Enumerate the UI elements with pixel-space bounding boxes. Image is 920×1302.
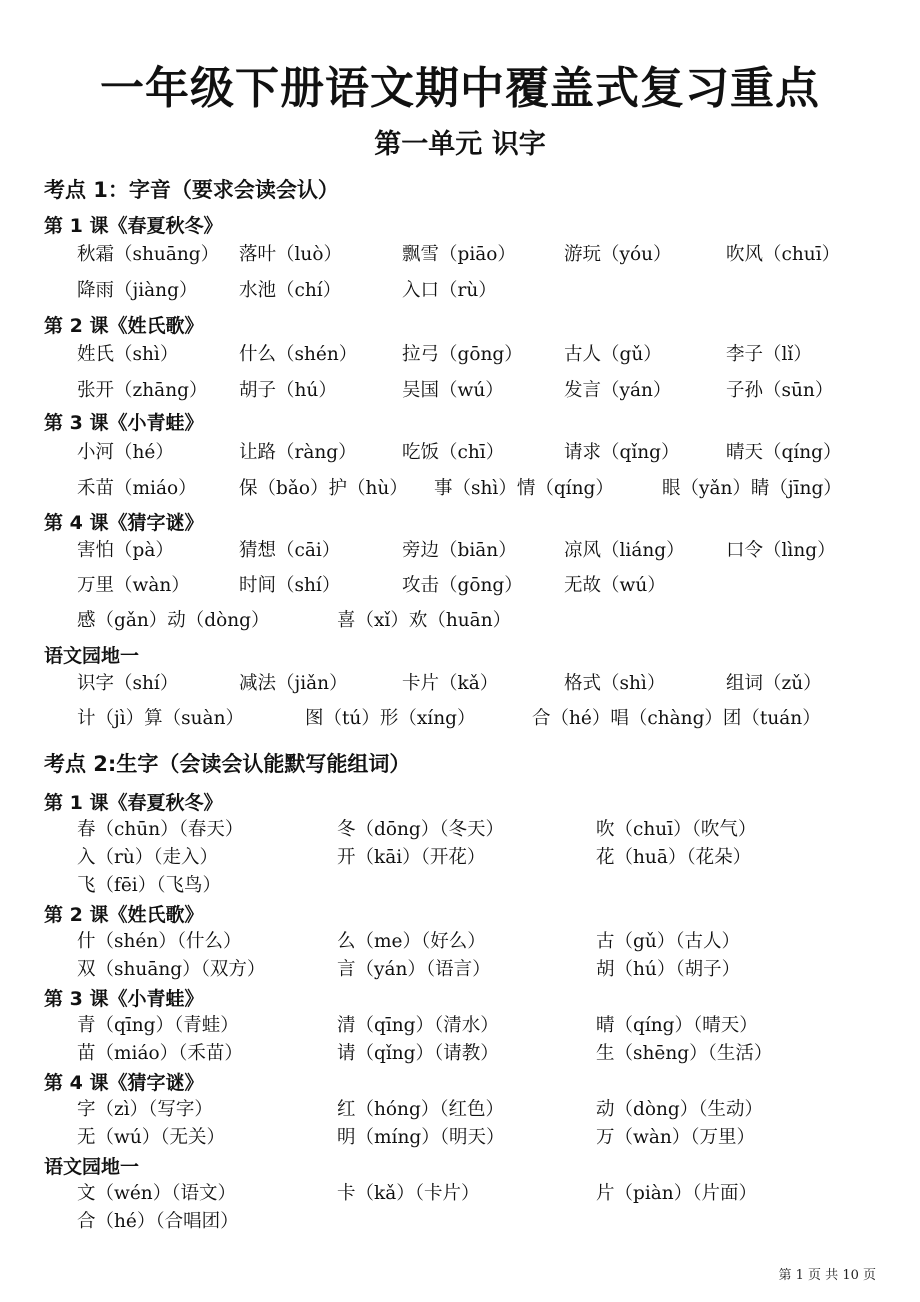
character-entry: 动（dòng）（生动） bbox=[596, 1099, 763, 1120]
lesson-heading: 第 3 课《小青蛙》 bbox=[44, 988, 204, 1010]
vocab-word: 组词（zǔ） bbox=[726, 673, 822, 694]
vocab-word: 吴国（wú） bbox=[402, 380, 504, 401]
vocab-word: 张开（zhāng） bbox=[77, 380, 208, 401]
vocab-word: 口令（lìng） bbox=[726, 540, 836, 561]
unit-subtitle: 第一单元 识字 bbox=[374, 129, 546, 160]
vocab-word: 飘雪（piāo） bbox=[402, 244, 516, 265]
vocab-word: 保（bǎo）护（hù） bbox=[239, 478, 408, 499]
lesson-heading: 第 4 课《猜字谜》 bbox=[44, 1072, 204, 1094]
vocab-word: 小河（hé） bbox=[77, 442, 174, 463]
vocab-word: 时间（shí） bbox=[239, 575, 341, 596]
character-entry: 双（shuāng）（双方） bbox=[77, 959, 266, 980]
vocab-word: 水池（chí） bbox=[239, 280, 342, 301]
lesson-heading: 第 4 课《猜字谜》 bbox=[44, 512, 204, 534]
vocab-word: 万里（wàn） bbox=[77, 575, 190, 596]
character-entry: 入（rù）（走入） bbox=[77, 847, 219, 868]
character-entry: 什（shén）（什么） bbox=[77, 931, 242, 952]
vocab-word: 什么（shén） bbox=[239, 344, 358, 365]
vocab-word: 胡子（hú） bbox=[239, 380, 337, 401]
section-heading-point2: 考点 2:生字（会读会认能默写能组词） bbox=[44, 752, 411, 776]
character-entry: 吹（chuī）（吹气） bbox=[596, 819, 757, 840]
character-entry: 晴（qíng）（晴天） bbox=[596, 1015, 758, 1036]
lesson-heading: 第 3 课《小青蛙》 bbox=[44, 412, 204, 434]
character-entry: 苗（miáo）（禾苗） bbox=[77, 1043, 243, 1064]
vocab-word: 喜（xǐ）欢（huān） bbox=[337, 610, 512, 631]
vocab-word: 发言（yán） bbox=[564, 380, 672, 401]
vocab-word: 事（shì）情（qíng） bbox=[434, 478, 614, 499]
vocab-word: 攻击（gōng） bbox=[402, 575, 523, 596]
vocab-word: 请求（qǐng） bbox=[564, 442, 680, 463]
vocab-word: 眼（yǎn）睛（jīng） bbox=[662, 478, 842, 499]
lesson-heading: 第 1 课《春夏秋冬》 bbox=[44, 792, 223, 814]
vocab-word: 害怕（pà） bbox=[77, 540, 174, 561]
vocab-word: 秋霜（shuāng） bbox=[77, 244, 220, 265]
character-entry: 胡（hú）（胡子） bbox=[596, 959, 741, 980]
vocab-word: 降雨（jiàng） bbox=[77, 280, 198, 301]
section-heading-point1: 考点 1：字音（要求会读会认） bbox=[44, 178, 339, 202]
lesson-heading: 第 2 课《姓氏歌》 bbox=[44, 315, 204, 337]
vocab-word: 识字（shí） bbox=[77, 673, 179, 694]
character-entry: 古（gǔ）（古人） bbox=[596, 931, 741, 952]
vocab-word: 减法（jiǎn） bbox=[239, 673, 348, 694]
vocab-word: 吃饭（chī） bbox=[402, 442, 505, 463]
character-entry: 生（shēng）（生活） bbox=[596, 1043, 773, 1064]
page-title: 一年级下册语文期中覆盖式复习重点 bbox=[100, 63, 820, 114]
page-footer: 第 1 页 共 10 页 bbox=[778, 1268, 876, 1283]
character-entry: 字（zì）（写字） bbox=[77, 1099, 213, 1120]
character-entry: 红（hóng）（红色） bbox=[337, 1099, 505, 1120]
vocab-word: 李子（lǐ） bbox=[726, 344, 812, 365]
vocab-word: 旁边（biān） bbox=[402, 540, 517, 561]
vocab-word: 游玩（yóu） bbox=[564, 244, 672, 265]
character-entry: 言（yán）（语言） bbox=[337, 959, 491, 980]
lesson-heading: 语文园地一 bbox=[44, 645, 140, 667]
vocab-word: 禾苗（miáo） bbox=[77, 478, 197, 499]
vocab-word: 图（tú）形（xíng） bbox=[305, 708, 476, 729]
character-entry: 清（qīng）（清水） bbox=[337, 1015, 499, 1036]
vocab-word: 子孙（sūn） bbox=[726, 380, 834, 401]
character-entry: 青（qīng）（青蛙） bbox=[77, 1015, 239, 1036]
vocab-word: 让路（ràng） bbox=[239, 442, 357, 463]
vocab-word: 计（jì）算（suàn） bbox=[77, 708, 245, 729]
vocab-word: 卡片（kǎ） bbox=[402, 673, 499, 694]
character-entry: 冬（dōng）（冬天） bbox=[337, 819, 504, 840]
character-entry: 开（kāi）（开花） bbox=[337, 847, 486, 868]
vocab-word: 晴天（qíng） bbox=[726, 442, 842, 463]
vocab-word: 入口（rù） bbox=[402, 280, 497, 301]
vocab-word: 感（gǎn）动（dòng） bbox=[77, 610, 270, 631]
lesson-heading: 第 1 课《春夏秋冬》 bbox=[44, 215, 223, 237]
vocab-word: 合（hé）唱（chàng）团（tuán） bbox=[532, 708, 821, 729]
character-entry: 卡（kǎ）（卡片） bbox=[337, 1183, 480, 1204]
lesson-heading: 第 2 课《姓氏歌》 bbox=[44, 904, 204, 926]
vocab-word: 吹风（chuī） bbox=[726, 244, 841, 265]
character-entry: 万（wàn）（万里） bbox=[596, 1127, 756, 1148]
character-entry: 合（hé）（合唱团） bbox=[77, 1211, 239, 1232]
character-entry: 片（piàn）（片面） bbox=[596, 1183, 757, 1204]
character-entry: 请（qǐng）（请教） bbox=[337, 1043, 499, 1064]
character-entry: 文（wén）（语文） bbox=[77, 1183, 236, 1204]
character-entry: 无（wú）（无关） bbox=[77, 1127, 226, 1148]
character-entry: 飞（fēi）（飞鸟） bbox=[77, 875, 221, 896]
lesson-heading: 语文园地一 bbox=[44, 1156, 140, 1178]
character-entry: 花（huā）（花朵） bbox=[596, 847, 752, 868]
character-entry: 么（me）（好么） bbox=[337, 931, 486, 952]
vocab-word: 格式（shì） bbox=[564, 673, 666, 694]
vocab-word: 拉弓（gōng） bbox=[402, 344, 523, 365]
vocab-word: 古人（gǔ） bbox=[564, 344, 662, 365]
character-entry: 明（míng）（明天） bbox=[337, 1127, 505, 1148]
vocab-word: 凉风（liáng） bbox=[564, 540, 685, 561]
vocab-word: 落叶（luò） bbox=[239, 244, 342, 265]
vocab-word: 无故（wú） bbox=[564, 575, 666, 596]
vocab-word: 猜想（cāi） bbox=[239, 540, 341, 561]
character-entry: 春（chūn）（春天） bbox=[77, 819, 244, 840]
vocab-word: 姓氏（shì） bbox=[77, 344, 179, 365]
